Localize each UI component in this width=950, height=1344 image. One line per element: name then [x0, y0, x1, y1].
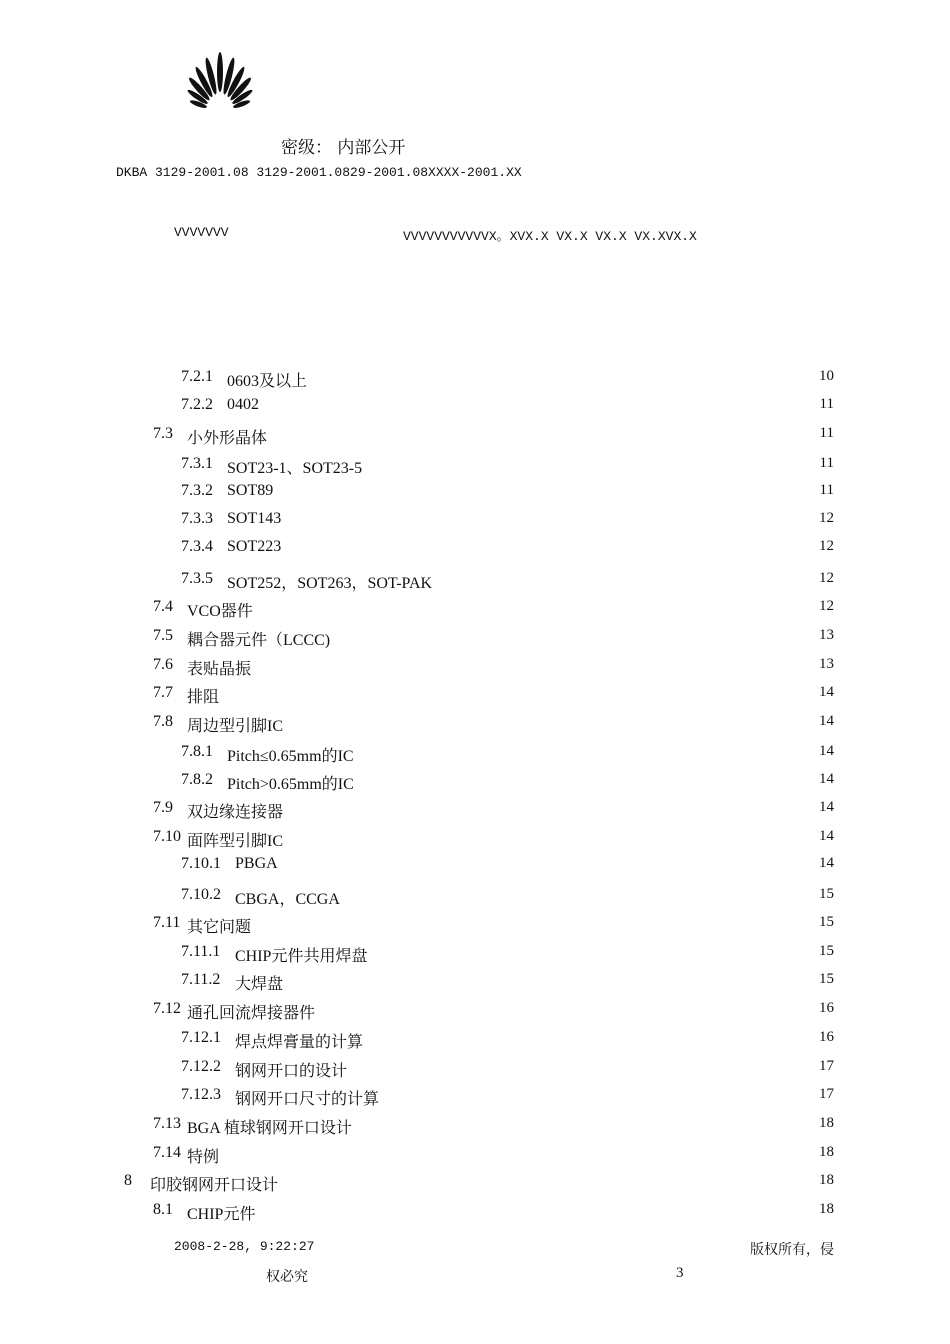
toc-entry[interactable]	[0, 828, 950, 850]
toc-entry-page: 18	[819, 1172, 834, 1188]
toc-entry-page: 14	[819, 799, 834, 815]
toc-entry[interactable]	[0, 1029, 950, 1051]
toc-entry-number: 7.13	[153, 1115, 181, 1132]
toc-entry[interactable]	[0, 799, 950, 821]
toc-entry-title: 钢网开口尺寸的计算	[235, 1091, 380, 1108]
footer-date: 2008-2-28, 9:22:27	[174, 1239, 315, 1254]
document-line-left: VVVVVVV	[174, 225, 229, 240]
toc-entry-number: 7.10.2	[181, 886, 221, 903]
toc-entry-number: 8.1	[153, 1201, 173, 1218]
toc-entry-number: 7.9	[153, 799, 173, 816]
toc-entry-title: Pitch≤0.65mm的IC	[227, 748, 354, 765]
toc-entry-title: CBGA，CCGA	[235, 891, 340, 908]
toc-entry-page: 13	[819, 627, 834, 643]
toc-entry-page: 18	[819, 1115, 834, 1131]
toc-entry[interactable]	[0, 771, 950, 793]
toc-entry-number: 7.11.2	[181, 971, 221, 988]
toc-entry-number: 7.10.1	[181, 855, 221, 872]
toc-entry-page: 16	[819, 1000, 834, 1016]
toc-entry-number: 7.3.3	[181, 510, 213, 527]
toc-entry[interactable]	[0, 368, 950, 390]
toc-entry-number: 7.2.2	[181, 396, 213, 413]
toc-entry-title: 大焊盘	[235, 976, 284, 993]
toc-entry-number: 7.12.3	[181, 1086, 221, 1103]
toc-entry-page: 10	[819, 368, 834, 384]
toc-entry-number: 7.3.1	[181, 455, 213, 472]
toc-entry-title: 其它问题	[187, 919, 252, 936]
toc-entry-number: 7.12.1	[181, 1029, 221, 1046]
company-logo	[174, 50, 266, 142]
toc-entry-number: 7.5	[153, 627, 173, 644]
toc-entry[interactable]	[0, 971, 950, 993]
toc-entry-title: 表贴晶振	[187, 661, 252, 678]
toc-entry[interactable]	[0, 598, 950, 620]
toc-entry-title: SOT252，SOT263，SOT-PAK	[227, 575, 433, 592]
toc-entry-title: SOT223	[227, 538, 282, 555]
toc-entry-number: 7.8.1	[181, 743, 213, 760]
toc-entry-title: SOT23-1、SOT23-5	[227, 460, 363, 477]
toc-entry-title: PBGA	[235, 855, 278, 872]
toc-entry-title: 0603及以上	[227, 373, 308, 390]
toc-entry-page: 13	[819, 656, 834, 672]
toc-entry-title: 0402	[227, 396, 259, 413]
toc-entry[interactable]	[0, 570, 950, 592]
toc-entry[interactable]	[0, 1115, 950, 1137]
toc-entry-number: 7.10	[153, 828, 181, 845]
document-code: DKBA 3129-2001.08 3129-2001.0829-2001.08XXXX-2001.XX	[116, 165, 522, 180]
toc-entry-page: 17	[819, 1058, 834, 1074]
toc-entry[interactable]	[0, 627, 950, 649]
toc-entry-number: 7.4	[153, 598, 173, 615]
toc-entry-page: 14	[819, 771, 834, 787]
toc-entry-page: 14	[819, 743, 834, 759]
toc-entry-page: 18	[819, 1144, 834, 1160]
toc-entry-number: 7.3.2	[181, 482, 213, 499]
toc-entry-number: 7.6	[153, 656, 173, 673]
toc-entry-title: 通孔回流焊接器件	[187, 1005, 316, 1022]
toc-entry-page: 11	[819, 425, 834, 441]
toc-entry[interactable]	[0, 1086, 950, 1108]
toc-entry[interactable]	[0, 743, 950, 765]
toc-entry[interactable]	[0, 1201, 950, 1223]
toc-entry-page: 15	[819, 914, 834, 930]
toc-entry[interactable]	[0, 656, 950, 678]
toc-entry-page: 12	[819, 510, 834, 526]
toc-entry-page: 11	[819, 482, 834, 498]
toc-entry[interactable]	[0, 1144, 950, 1166]
toc-entry-page: 14	[819, 684, 834, 700]
toc-entry-page: 15	[819, 971, 834, 987]
toc-entry-page: 12	[819, 570, 834, 586]
footer-copyright: 版权所有，侵	[750, 1243, 834, 1258]
toc-entry[interactable]	[0, 455, 950, 477]
toc-entry-number: 7.7	[153, 684, 173, 701]
toc-entry[interactable]	[0, 538, 950, 560]
toc-entry-page: 14	[819, 828, 834, 844]
toc-entry-title: 面阵型引脚IC	[187, 833, 284, 850]
toc-entry-title: CHIP元件	[187, 1206, 256, 1223]
toc-entry-title: Pitch>0.65mm的IC	[227, 776, 354, 793]
toc-entry-number: 7.11.1	[181, 943, 221, 960]
toc-entry-page: 14	[819, 855, 834, 871]
toc-entry[interactable]	[0, 396, 950, 418]
toc-entry[interactable]	[0, 510, 950, 532]
toc-entry-title: 周边型引脚IC	[187, 718, 284, 735]
toc-entry-number: 7.8.2	[181, 771, 213, 788]
toc-entry-title: VCO器件	[187, 603, 253, 620]
toc-entry[interactable]	[0, 1172, 950, 1194]
page-number: 3	[676, 1265, 684, 1281]
toc-entry-number: 7.11	[153, 914, 181, 931]
toc-entry-page: 17	[819, 1086, 834, 1102]
toc-entry[interactable]	[0, 914, 950, 936]
toc-entry-number: 7.3	[153, 425, 173, 442]
secrecy-level: 密级： 内部公开	[281, 138, 406, 158]
toc-entry-number: 7.14	[153, 1144, 181, 1161]
toc-entry-title: 焊点焊膏量的计算	[235, 1034, 364, 1051]
toc-entry-number: 8	[124, 1172, 132, 1189]
toc-entry-title: 印胶钢网开口设计	[150, 1177, 279, 1194]
toc-entry-number: 7.12	[153, 1000, 181, 1017]
toc-entry-title: 小外形晶体	[187, 430, 268, 447]
toc-entry-number: 7.12.2	[181, 1058, 221, 1075]
toc-entry-title: 双边缘连接器	[187, 804, 284, 821]
toc-entry-number: 7.3.5	[181, 570, 213, 587]
toc-entry-title: BGA 植球钢网开口设计	[187, 1120, 352, 1137]
toc-entry-page: 11	[819, 455, 834, 471]
toc-entry-number: 7.8	[153, 713, 173, 730]
toc-entry[interactable]	[0, 713, 950, 735]
toc-entry-title: 钢网开口的设计	[235, 1063, 348, 1080]
toc-entry[interactable]	[0, 425, 950, 447]
toc-entry-page: 14	[819, 713, 834, 729]
toc-entry-title: CHIP元件共用焊盘	[235, 948, 368, 965]
toc-entry-title: 耦合器元件（LCCC)	[187, 632, 331, 649]
toc-entry-page: 18	[819, 1201, 834, 1217]
toc-entry[interactable]	[0, 684, 950, 706]
toc-entry-page: 15	[819, 943, 834, 959]
toc-entry-page: 12	[819, 538, 834, 554]
toc-entry[interactable]	[0, 855, 950, 877]
toc-entry-number: 7.3.4	[181, 538, 213, 555]
toc-entry[interactable]	[0, 1000, 950, 1022]
toc-entry-page: 15	[819, 886, 834, 902]
toc-entry-title: SOT143	[227, 510, 282, 527]
footer-copyright-cont: 权必究	[266, 1270, 308, 1285]
toc-entry-title: 排阻	[187, 689, 220, 706]
toc-entry[interactable]	[0, 886, 950, 908]
toc-entry-number: 7.2.1	[181, 368, 213, 385]
toc-entry-title: SOT89	[227, 482, 274, 499]
toc-entry-page: 12	[819, 598, 834, 614]
toc-entry[interactable]	[0, 943, 950, 965]
toc-entry[interactable]	[0, 1058, 950, 1080]
toc-entry-page: 11	[819, 396, 834, 412]
toc-entry-page: 16	[819, 1029, 834, 1045]
document-line-right: VVVVVVVVVVVX。XVX.X VX.X VX.X VX.XVX.X	[403, 229, 697, 244]
toc-entry-title: 特例	[187, 1149, 220, 1166]
toc-entry[interactable]	[0, 482, 950, 504]
